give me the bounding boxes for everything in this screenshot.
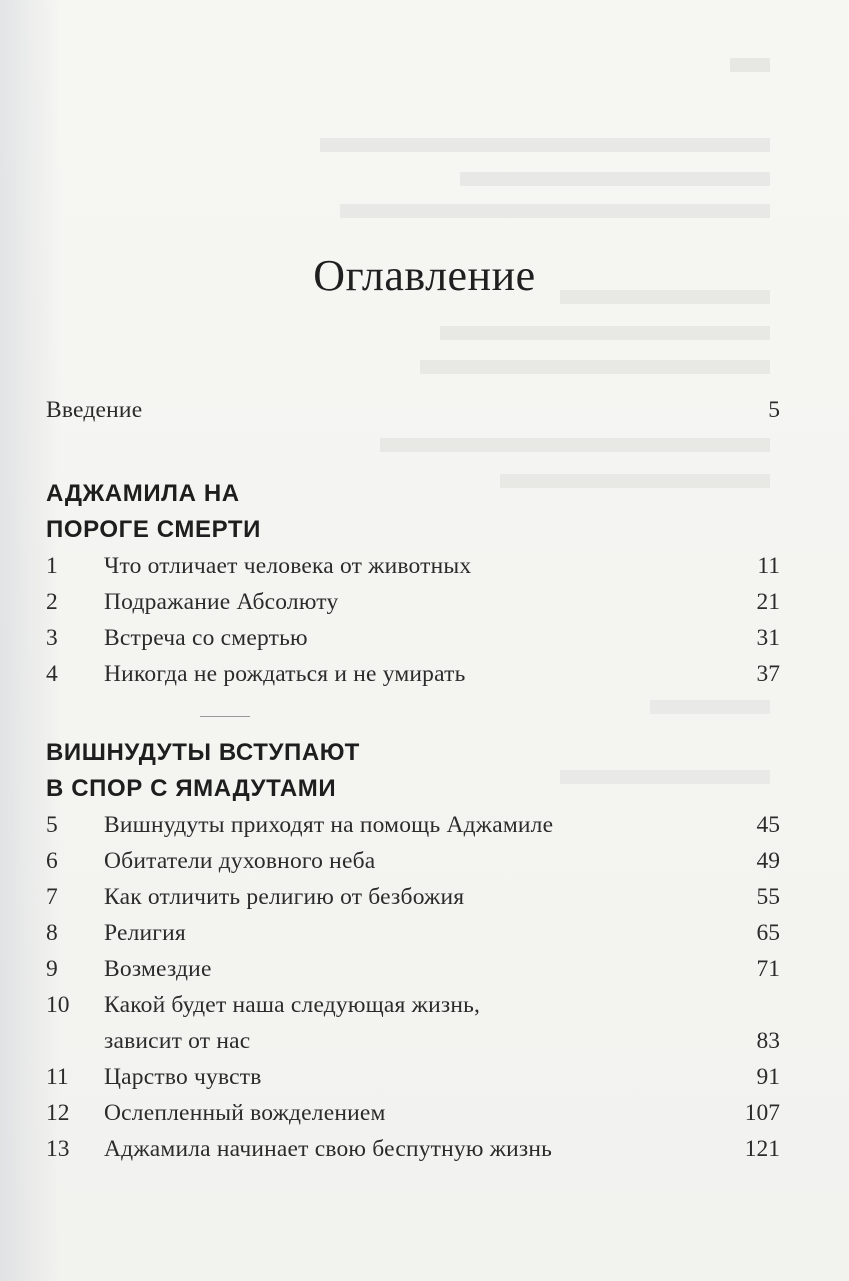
bleed-through-mark: [320, 138, 770, 152]
section-heading-line: ПОРОГЕ СМЕРТИ: [46, 516, 261, 543]
chapter-number: 7: [46, 884, 58, 910]
bleed-through-mark: [340, 204, 770, 218]
chapter-title: Подражание Абсолюту: [104, 589, 339, 615]
bleed-through-mark: [440, 326, 770, 340]
chapter-page-number: 11: [757, 553, 780, 579]
chapter-title: Возмездие: [104, 956, 212, 982]
toc-row: [46, 656, 780, 692]
chapter-title-line: зависит от нас: [104, 1028, 251, 1054]
bleed-through-mark: [420, 360, 770, 374]
chapter-number: 8: [46, 920, 58, 946]
chapter-title: Вишнудуты приходят на помощь Аджамиле: [104, 812, 554, 838]
chapter-number: 2: [46, 589, 58, 615]
toc-row: [46, 915, 780, 951]
section-1: [46, 476, 780, 692]
bleed-through-mark: [380, 438, 770, 452]
chapter-title: Ослепленный вожделением: [104, 1100, 386, 1126]
chapter-page-number: 91: [756, 1064, 780, 1090]
chapter-page-number: 21: [756, 589, 780, 615]
chapter-number: 5: [46, 812, 58, 838]
chapter-number: 11: [46, 1064, 69, 1090]
chapter-page-number: 107: [744, 1100, 780, 1126]
toc-row: [46, 392, 780, 428]
chapter-title: Как отличить религию от безбожия: [104, 884, 465, 910]
chapter-title-line: Какой будет наша следующая жизнь,: [104, 992, 481, 1018]
section-heading: [46, 476, 780, 548]
section-2: [46, 735, 780, 1167]
chapter-number: 3: [46, 625, 58, 651]
bleed-through-mark: [650, 700, 770, 714]
chapter-title: Аджамила начинает свою беспутную жизнь: [104, 1136, 553, 1162]
bleed-through-mark: [460, 172, 770, 186]
toc-row: [46, 987, 780, 1059]
chapter-number: 13: [46, 1136, 70, 1162]
chapter-page-number: 71: [756, 956, 780, 982]
section-heading: [46, 735, 780, 807]
chapter-page-number: 45: [756, 812, 780, 838]
chapter-page-number: 55: [756, 884, 780, 910]
section-heading-line: АДЖАМИЛА НА: [46, 480, 240, 507]
toc-row: [46, 1059, 780, 1095]
chapter-title: [104, 987, 740, 1059]
toc-row: [46, 843, 780, 879]
chapter-title: Что отличает человека от животных: [104, 553, 472, 579]
toc-row: [46, 584, 780, 620]
page-title: Оглавление: [313, 251, 536, 300]
chapter-page-number: 83: [756, 1028, 780, 1054]
chapter-title: Обитатели духовного неба: [104, 848, 376, 874]
bleed-through-mark: [730, 58, 770, 72]
entry-label: Введение: [46, 397, 143, 423]
divider: [200, 716, 250, 717]
chapter-page-number: 31: [756, 625, 780, 651]
toc-row: [46, 620, 780, 656]
chapter-page-number: 49: [756, 848, 780, 874]
chapter-number: 12: [46, 1100, 70, 1126]
toc-row: [46, 879, 780, 915]
chapter-number: 6: [46, 848, 58, 874]
toc-row: [46, 548, 780, 584]
intro-entry: [46, 392, 780, 428]
toc-row: [46, 1095, 780, 1131]
toc-row: [46, 951, 780, 987]
entry-page-number: 5: [768, 397, 780, 423]
chapter-page-number: 65: [756, 920, 780, 946]
toc-row: [46, 807, 780, 843]
chapter-title: Встреча со смертью: [104, 625, 308, 651]
section-heading-line: ВИШНУДУТЫ ВСТУПАЮТ: [46, 739, 360, 766]
toc-row: [46, 1131, 780, 1167]
chapter-number: 9: [46, 956, 58, 982]
chapter-number: 10: [46, 992, 70, 1018]
chapter-page-number: 37: [756, 661, 780, 687]
chapter-title: Царство чувств: [104, 1064, 262, 1090]
section-heading-line: В СПОР С ЯМАДУТАМИ: [46, 775, 337, 802]
chapter-page-number: 121: [744, 1136, 780, 1162]
chapter-title: Никогда не рождаться и не умирать: [104, 661, 466, 687]
chapter-number: 1: [46, 553, 58, 579]
chapter-title: Религия: [104, 920, 186, 946]
chapter-number: 4: [46, 661, 58, 687]
